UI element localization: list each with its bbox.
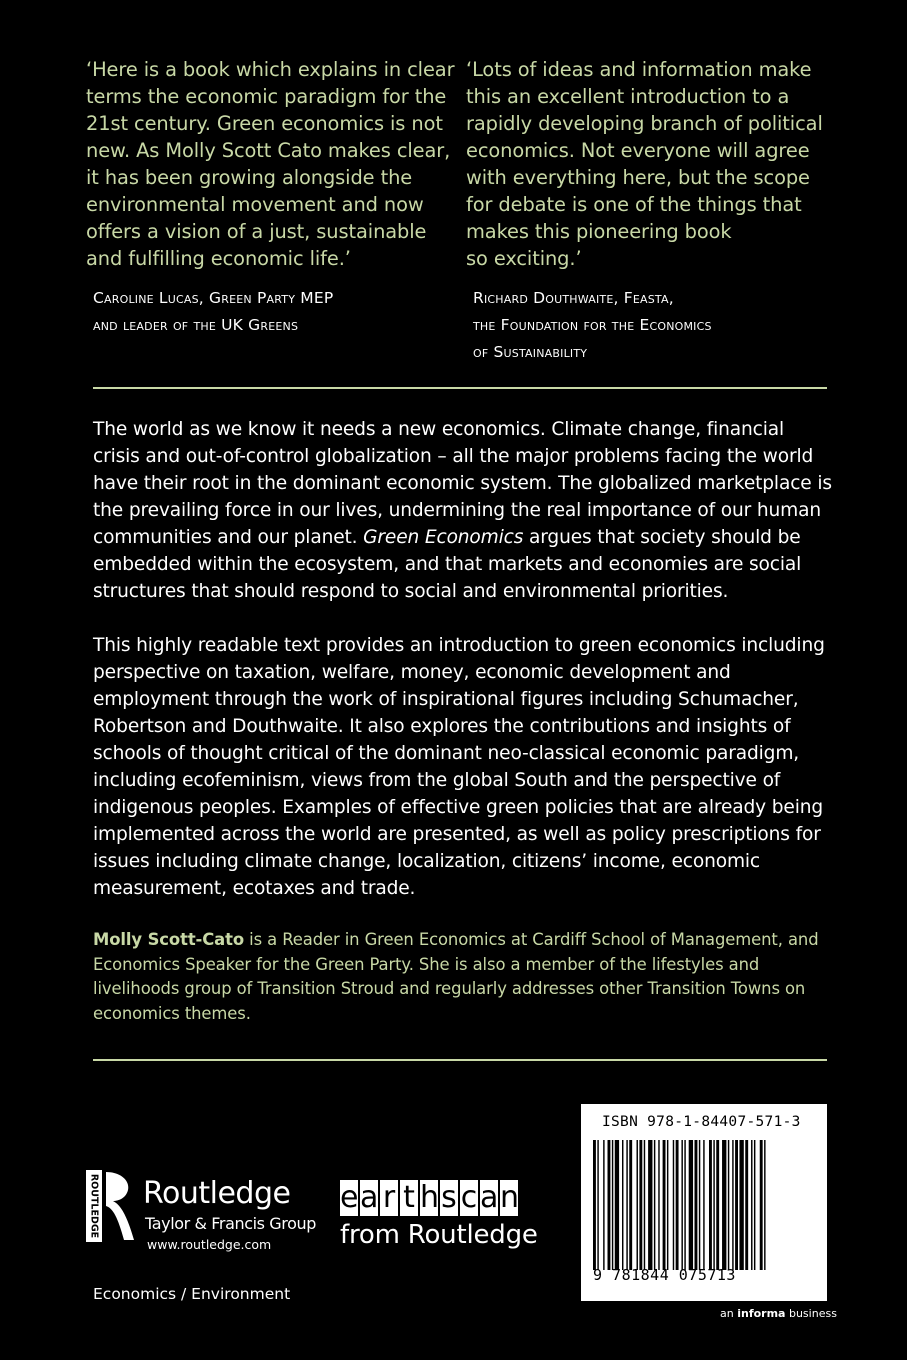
barcode-bar bbox=[739, 1140, 743, 1270]
barcode-bar bbox=[644, 1140, 645, 1270]
barcode-bar bbox=[667, 1140, 668, 1270]
attribution-lucas: Caroline Lucas, Green Party MEP and leader of the UK Greens bbox=[93, 289, 334, 334]
barcode-bar bbox=[699, 1140, 700, 1270]
barcode-panel bbox=[581, 1104, 827, 1301]
barcode-bar bbox=[751, 1140, 752, 1270]
barcode-bar bbox=[608, 1140, 611, 1270]
publisher-url: www.routledge.com bbox=[147, 1237, 272, 1252]
earthscan-logo bbox=[340, 1180, 518, 1216]
barcode-bar bbox=[639, 1140, 642, 1270]
barcode-bar bbox=[663, 1140, 666, 1270]
barcode-bar bbox=[716, 1140, 719, 1270]
barcode-bar bbox=[648, 1140, 652, 1270]
barcode-bar bbox=[728, 1140, 729, 1270]
quote-douthwaite: ‘Lots of ideas and information make this an excellent introduction to a rapidly developing branch of political economics. Not everyone will agree with everything here, but the scope for debate is one of the things that makes this pioneering book so exciting.’ bbox=[466, 58, 823, 270]
earthscan-letter: c bbox=[460, 1180, 478, 1215]
barcode-bar bbox=[673, 1140, 674, 1270]
barcode-digits: 9 781844 075713 bbox=[593, 1266, 736, 1284]
barcode-bar bbox=[622, 1140, 623, 1270]
subject-category: Economics / Environment bbox=[93, 1285, 291, 1303]
author-bio bbox=[93, 928, 835, 1026]
imprint-from: from Routledge bbox=[340, 1220, 538, 1250]
description-paragraph-1 bbox=[93, 416, 835, 605]
barcode-bar bbox=[713, 1140, 714, 1270]
informa-brand: informa bbox=[737, 1307, 786, 1320]
barcode-bar bbox=[629, 1140, 632, 1270]
barcode-bar bbox=[637, 1140, 638, 1270]
barcode-bar bbox=[612, 1140, 613, 1270]
barcode-bar bbox=[760, 1140, 763, 1270]
routledge-logo-icon bbox=[86, 1170, 136, 1242]
informa-post: business bbox=[785, 1307, 837, 1320]
barcode-bar bbox=[722, 1140, 726, 1270]
informa-pre: an bbox=[720, 1307, 738, 1320]
book-title-italic: Green Economics bbox=[363, 527, 524, 548]
earthscan-letter: a bbox=[360, 1180, 379, 1215]
earthscan-letter: t bbox=[400, 1180, 418, 1216]
barcode-bar bbox=[732, 1140, 733, 1270]
barcode-bar bbox=[745, 1140, 748, 1270]
barcode-bar bbox=[593, 1140, 596, 1270]
barcode-bar bbox=[709, 1140, 712, 1270]
barcode-bar bbox=[735, 1140, 738, 1270]
barcode-bar bbox=[754, 1140, 755, 1270]
barcode-bar bbox=[764, 1140, 765, 1270]
barcode-icon bbox=[593, 1140, 815, 1270]
barcode-bar bbox=[695, 1140, 698, 1270]
bottom-divider bbox=[93, 1059, 827, 1061]
informa-tagline bbox=[720, 1307, 837, 1320]
description-paragraph-2: This highly readable text provides an introduction to green economics including perspective on taxation, welfare, money, economic development and employment through the work of inspirational figures including Schumacher, Robertson and Douthwaite. It also explores the contributions and insights of schools of thought critical of the dominant neo-classical economic paradigm, including ecofeminism, views from the global South and the perspective of indigenous peoples. Examples of effective green policies that are already being implemented across the world are presented, as well as policy prescriptions for issues including climate change, localization, citizens’ income, economic measurement, ecotaxes and trade. bbox=[93, 635, 825, 899]
publisher-name: Routledge bbox=[143, 1176, 291, 1211]
barcode-bar bbox=[603, 1140, 604, 1270]
barcode-bar bbox=[684, 1140, 685, 1270]
attribution-douthwaite: Richard Douthwaite, Feasta, the Foundation for the Economics of Sustainability bbox=[473, 289, 712, 361]
isbn-text: ISBN 978-1-84407-571-3 bbox=[602, 1114, 801, 1130]
top-divider bbox=[93, 387, 827, 389]
quote-lucas: ‘Here is a book which explains in clear terms the economic paradigm for the 21st century. Green economics is not new. As Molly Scott Cato makes clear, it has been growing alongside the environmental movement and now offers a vision of a just, sustainable and fulfilling economic life.’ bbox=[86, 58, 455, 270]
barcode-bar bbox=[615, 1140, 619, 1270]
routledge-logo-lettering: ROUTLEDGE bbox=[88, 1173, 100, 1239]
earthscan-letter: h bbox=[420, 1180, 440, 1215]
barcode-bar bbox=[658, 1140, 659, 1270]
description-text: argues that society should be embedded within the ecosystem, and that markets and economies are social structures that should respond to social and environmental priorities. bbox=[93, 527, 802, 602]
author-bio-text: is a Reader in Green Economics at Cardiff School of Management, and Economics Speaker for the Green Party. She is also a member of the lifestyles and livelihoods group of Transition Stroud and regularly addresses other Transition Towns on economics themes. bbox=[93, 930, 819, 1023]
earthscan-letter: a bbox=[480, 1180, 499, 1215]
barcode-bar bbox=[626, 1140, 627, 1270]
earthscan-letter: e bbox=[340, 1180, 359, 1215]
publisher-group: Taylor & Francis Group bbox=[145, 1214, 316, 1233]
barcode-bar bbox=[689, 1140, 693, 1270]
description-text: The world as we know it needs a new economics. Climate change, financial crisis and out-of-control globalization – all the major problems facing the world have their root in the dominant economic system. The globalized marketplace is the prevailing force in our lives, undermining the real importance of our human communities and our planet. bbox=[93, 419, 832, 548]
barcode-bar bbox=[597, 1140, 598, 1270]
barcode-bar bbox=[681, 1140, 682, 1270]
earthscan-letter: n bbox=[500, 1180, 520, 1215]
barcode-bar bbox=[703, 1140, 704, 1270]
barcode-bar bbox=[676, 1140, 679, 1270]
earthscan-letter: s bbox=[441, 1180, 457, 1215]
author-name: Molly Scott-Cato bbox=[93, 930, 245, 949]
earthscan-letter: r bbox=[380, 1180, 398, 1216]
barcode-bar bbox=[654, 1140, 655, 1270]
